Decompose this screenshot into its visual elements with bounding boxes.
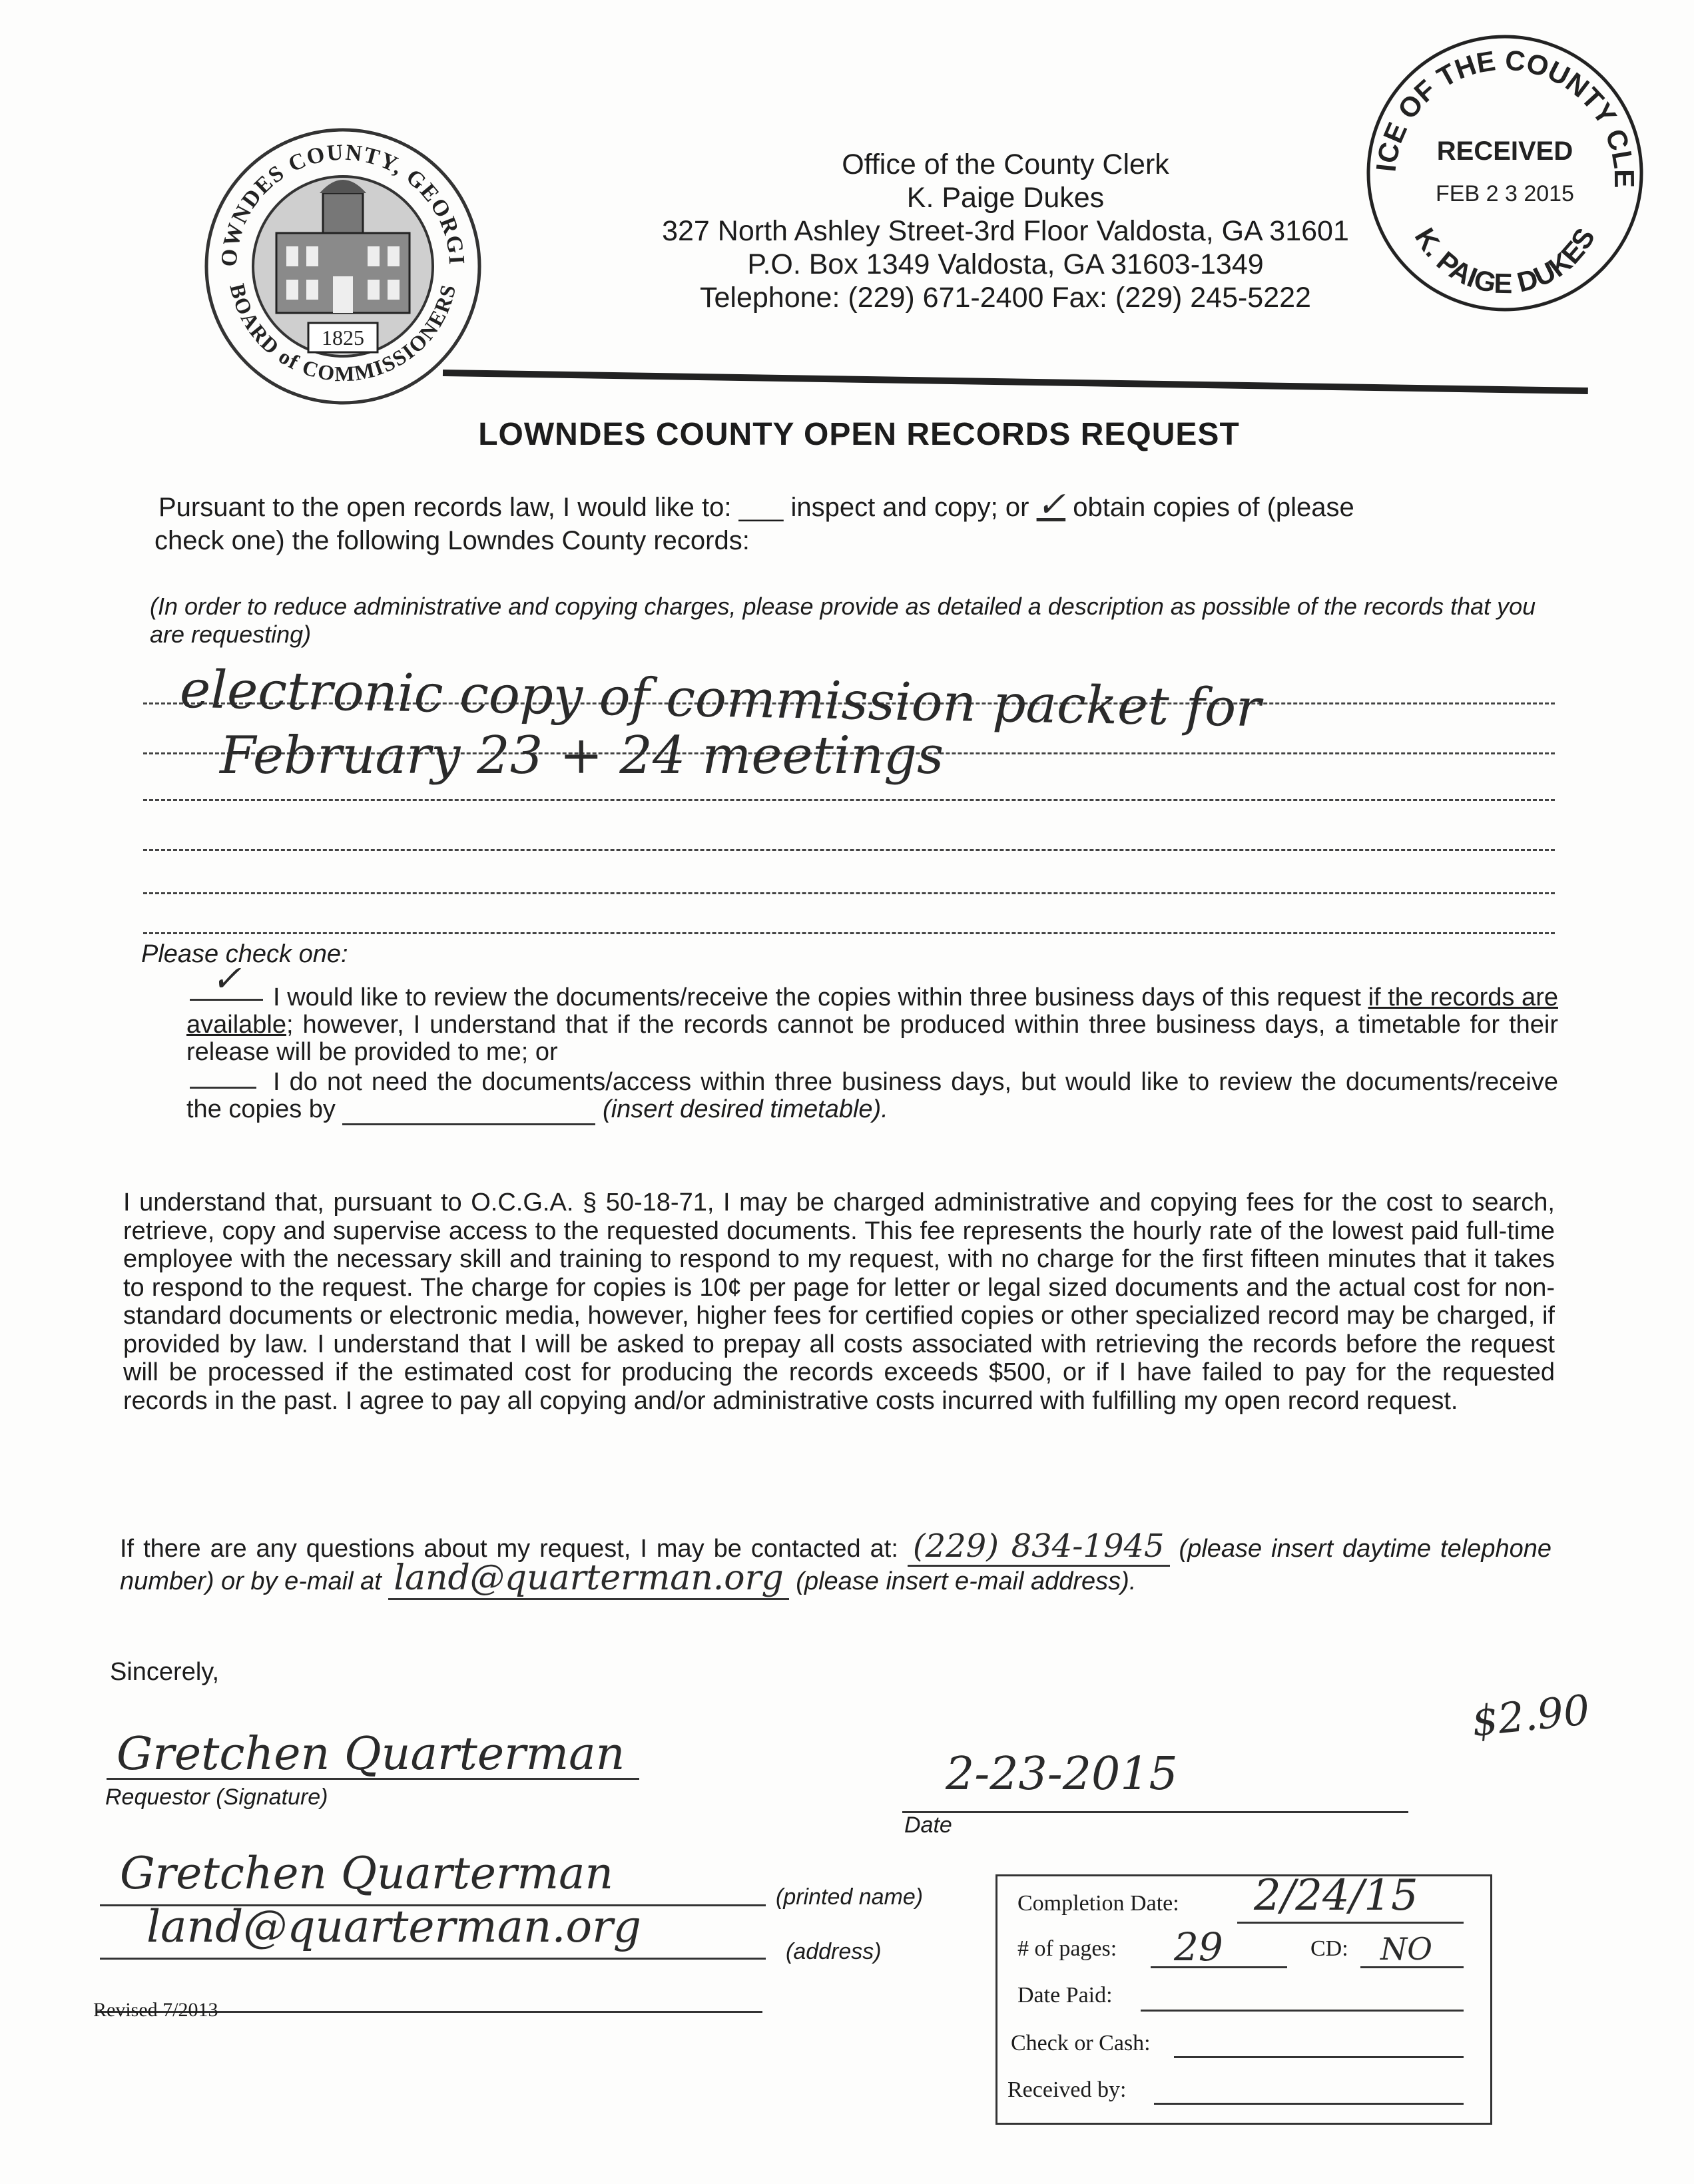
signature-label: Requestor (Signature) — [105, 1784, 328, 1810]
date-value: 2-23-2015 — [946, 1748, 1178, 1800]
received-by-line[interactable] — [1154, 2103, 1464, 2105]
received-by-label: Received by: — [1007, 2077, 1127, 2102]
completion-date-line[interactable] — [1237, 1922, 1464, 1924]
terms-paragraph: I understand that, pursuant to O.C.G.A. § 50-18-71, I may be charged administrative and copying fees for the cost to search, retrieve, copy and supervise access to the requested documents. This fee represents the hourly rate of the lowest paid full-time employee with the necessary skill and training to respond to my request, with no charge for the first fifteen minutes that it takes to respond to the request. The charge for copies is 10¢ per page for letter or legal sized documents and the actual cost for non-standard documents or electronic media, however, higher fees for certified copies or other specialized record may be charged, if provided by law. I understand that I will be asked to prepay all costs associated with retrieving the records before the request will be processed if the estimated cost for producing the records exceeds $500, or if I have failed to pay for the requested records in the past. I agree to pay all copying and/or administrative costs incurred with fulfilling my open record request. — [123, 1189, 1555, 1415]
pages-line[interactable] — [1151, 1966, 1287, 1968]
contact-paragraph — [120, 1527, 1552, 1598]
intro-line-1 — [158, 485, 1354, 525]
email-note: (please insert e-mail address). — [796, 1567, 1137, 1595]
pages-label: # of pages: — [1017, 1936, 1117, 1961]
svg-text:LOWNDES COUNTY, GEORGIA: OWNDES COUNTY, GEORGI — [216, 140, 469, 268]
email-field[interactable]: land@quarterman.org — [388, 1558, 788, 1600]
request-line-4[interactable] — [143, 849, 1555, 851]
request-line-5[interactable] — [143, 892, 1555, 894]
po-box: P.O. Box 1349 Valdosta, GA 31603-1349 — [747, 248, 1264, 280]
svg-text:RECEIVED: RECEIVED — [1436, 136, 1573, 166]
revised-note: Revised 7/2013 — [93, 1999, 218, 2021]
cd-label: CD: — [1310, 1936, 1348, 1961]
received-stamp — [1358, 27, 1651, 320]
option1-rest: ; however, I understand that if the records cannot be produced within three business days, a timetable for their release will be provided to me; or — [186, 1011, 1558, 1066]
seal-graphic — [196, 120, 489, 413]
svg-text:OFFICE OF THE COUNTY CLERK: ICE OF THE COUNTY CLE — [1370, 44, 1641, 188]
option2-main: I do not need the documents/access within three business days, but would like to review the documents/receive the copies by — [186, 1068, 1558, 1123]
signature-line[interactable] — [107, 1778, 639, 1780]
signature-value: Gretchen Quarterman — [117, 1728, 625, 1780]
obtain-copies-check[interactable]: ✓ — [1036, 485, 1066, 525]
county-seal — [196, 120, 489, 413]
phone-note: (please insert daytime telephone number) or by e-mail at — [120, 1535, 1552, 1595]
address-line[interactable] — [100, 1958, 766, 1960]
clerk-name: K. Paige Dukes — [906, 182, 1105, 214]
intro-text: Pursuant to the open records law, I would like to: ___ inspect and copy; or — [158, 493, 1029, 522]
date-paid-line[interactable] — [1141, 2010, 1464, 2012]
fee-annotation: $2.90 — [1469, 1685, 1592, 1747]
option1-text — [186, 984, 1558, 1066]
option2-tail: (insert desired timetable). — [603, 1095, 888, 1123]
cd-line[interactable] — [1360, 1966, 1464, 1968]
stamp-graphic — [1358, 27, 1651, 320]
address-value: land@quarterman.org — [146, 1901, 641, 1952]
closing: Sincerely, — [110, 1658, 220, 1686]
svg-text:FEB 2 3 2015: FEB 2 3 2015 — [1436, 181, 1574, 206]
option2-text — [186, 1069, 1558, 1125]
cd-value: NO — [1380, 1931, 1432, 1967]
date-line[interactable] — [902, 1811, 1408, 1813]
address-label: (address) — [786, 1939, 882, 1964]
svg-text:BOARD of COMMISSIONERS: BOARD of COMMISSIONERS — [225, 281, 461, 386]
instruction-note: (In order to reduce administrative and copying charges, please provide as detailed a description as possible of the records that you are requesting) — [150, 593, 1536, 648]
contact-text: If there are any questions about my request, I may be contacted at: — [120, 1535, 898, 1563]
printed-name-label: (printed name) — [776, 1884, 924, 1910]
intro-text-b: obtain copies of (please — [1073, 493, 1354, 522]
option1-underlined: if the records are available — [186, 983, 1558, 1039]
completion-date-value: 2/24/15 — [1254, 1871, 1418, 1920]
check-one-label: Please check one: — [141, 940, 348, 968]
svg-text:1825: 1825 — [322, 326, 364, 350]
check-cash-line[interactable] — [1174, 2056, 1464, 2058]
option1-check[interactable]: ✓ — [190, 959, 263, 1001]
request-line-6[interactable] — [143, 932, 1555, 934]
timetable-field[interactable] — [342, 1096, 595, 1125]
svg-text:K. PAIGE DUKES: K. PAIGE DUKES — [1408, 222, 1601, 300]
date-label: Date — [904, 1812, 952, 1838]
printed-name-value: Gretchen Quarterman — [120, 1848, 613, 1899]
intro-line-2: check one) the following Lowndes County records: — [154, 526, 750, 555]
request-line-3[interactable] — [143, 799, 1555, 801]
date-paid-label: Date Paid: — [1017, 1983, 1113, 2008]
form-title: LOWNDES COUNTY OPEN RECORDS REQUEST — [478, 417, 1240, 452]
check-cash-label: Check or Cash: — [1011, 2031, 1151, 2055]
completion-date-label: Completion Date: — [1017, 1891, 1179, 1916]
office-name: Office of the County Clerk — [842, 148, 1169, 180]
request-handwriting-1: electronic copy of commission packet for — [179, 659, 1262, 739]
header-rule — [443, 370, 1588, 394]
pages-value: 29 — [1174, 1924, 1223, 1970]
phone-fax: Telephone: (229) 671-2400 Fax: (229) 245-5222 — [700, 282, 1311, 314]
option1-main: I would like to review the documents/receive the copies within three business days of this request — [273, 983, 1361, 1011]
office-use-box — [995, 1871, 1492, 2125]
request-handwriting-2: February 23 + 24 meetings — [220, 726, 944, 786]
phone-field[interactable]: (229) 834-1945 — [908, 1527, 1170, 1567]
street-address: 327 North Ashley Street-3rd Floor Valdosta, GA 31601 — [662, 215, 1349, 247]
